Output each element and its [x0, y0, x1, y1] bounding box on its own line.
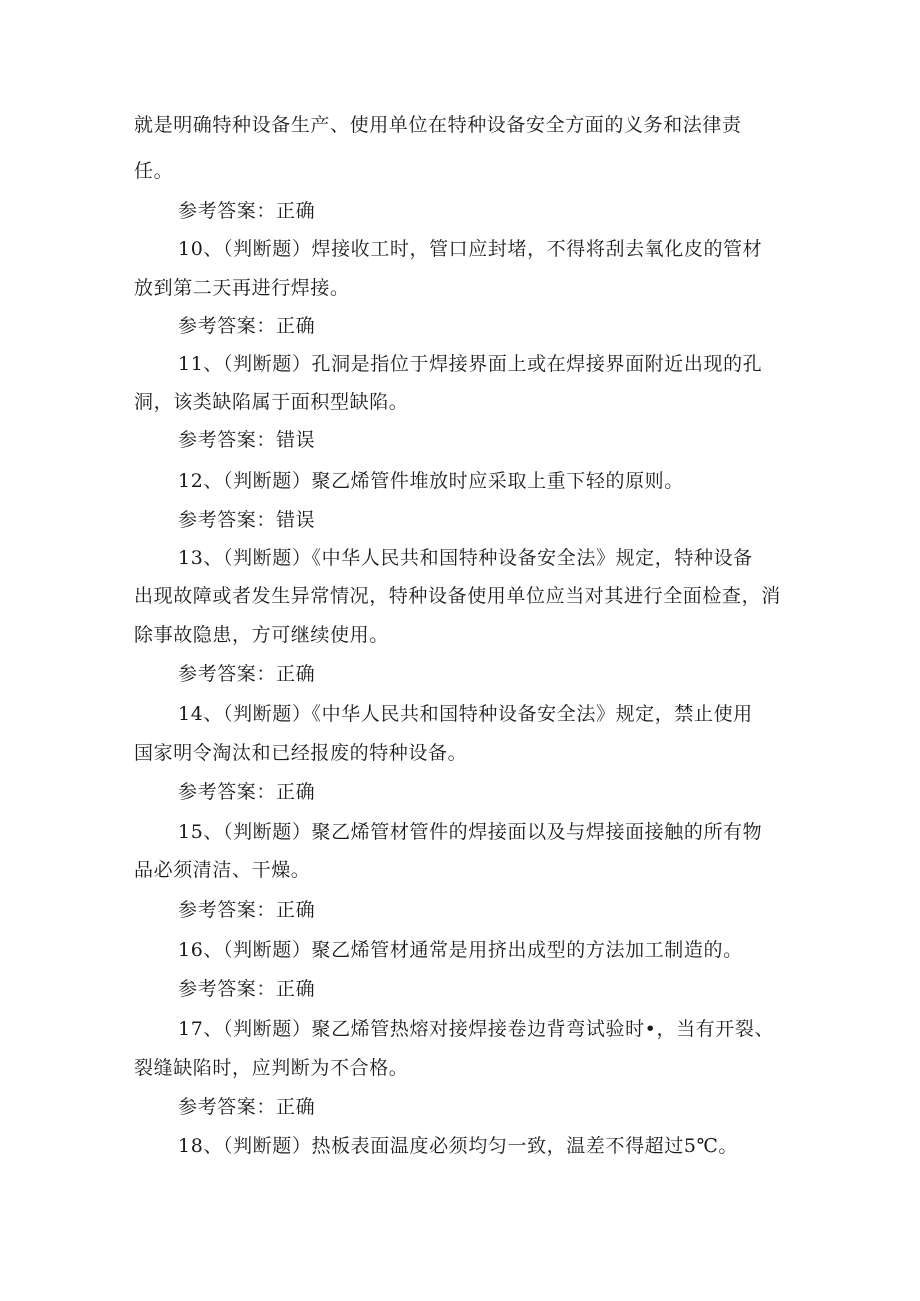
question-11-answer: 参考答案：错误 [178, 429, 316, 451]
question-14-line-1: 14、（判断题）《中华人民共和国特种设备安全法》规定，禁止使用 [178, 703, 753, 725]
question-13-answer: 参考答案：正确 [178, 663, 316, 685]
question-11-line-1: 11、（判断题）孔洞是指位于焊接界面上或在焊接界面附近出现的孔 [178, 353, 763, 375]
question-13-line-2: 出现故障或者发生异常情况，特种设备使用单位应当对其进行全面检查，消 [134, 585, 781, 607]
question-10-line-2: 放到第二天再进行焊接。 [134, 277, 350, 299]
question-12-line-1: 12、（判断题）聚乙烯管件堆放时应采取上重下轻的原则。 [178, 470, 684, 492]
question-17-answer: 参考答案：正确 [178, 1096, 316, 1118]
question-16-line-1: 16、（判断题）聚乙烯管材通常是用挤出成型的方法加工制造的。 [178, 939, 743, 961]
question-13-line-1: 13、（判断题）《中华人民共和国特种设备安全法》规定，特种设备 [178, 547, 753, 569]
question-11-line-2: 洞，该类缺陷属于面积型缺陷。 [134, 391, 409, 413]
question-18-line-1: 18、（判断题）热板表面温度必须均匀一致，温差不得超过5℃。 [178, 1135, 739, 1157]
question-10-answer: 参考答案：正确 [178, 315, 316, 337]
question-13-line-3: 除事故隐患，方可继续使用。 [134, 624, 389, 646]
question-15-line-2: 品必须清洁、干燥。 [134, 859, 311, 881]
question-14-answer: 参考答案：正确 [178, 781, 316, 803]
question-16-answer: 参考答案：正确 [178, 978, 316, 1000]
question-17-line-1: 17、（判断题）聚乙烯管热熔对接焊接卷边背弯试验时•，当有开裂、 [178, 1018, 775, 1040]
intro-line-1: 就是明确特种设备生产、使用单位在特种设备安全方面的义务和法律责 [134, 114, 742, 136]
question-17-line-2: 裂缝缺陷时，应判断为不合格。 [134, 1057, 409, 1079]
question-15-answer: 参考答案：正确 [178, 899, 316, 921]
intro-line-2: 任。 [134, 160, 174, 182]
question-15-line-1: 15、（判断题）聚乙烯管材管件的焊接面以及与焊接面接触的所有物 [178, 821, 763, 843]
question-12-answer: 参考答案：错误 [178, 509, 316, 531]
question-14-line-2: 国家明令淘汰和已经报废的特种设备。 [134, 742, 468, 764]
intro-answer: 参考答案：正确 [178, 200, 316, 222]
question-10-line-1: 10、（判断题）焊接收工时，管口应封堵，不得将刮去氧化皮的管材 [178, 238, 763, 260]
